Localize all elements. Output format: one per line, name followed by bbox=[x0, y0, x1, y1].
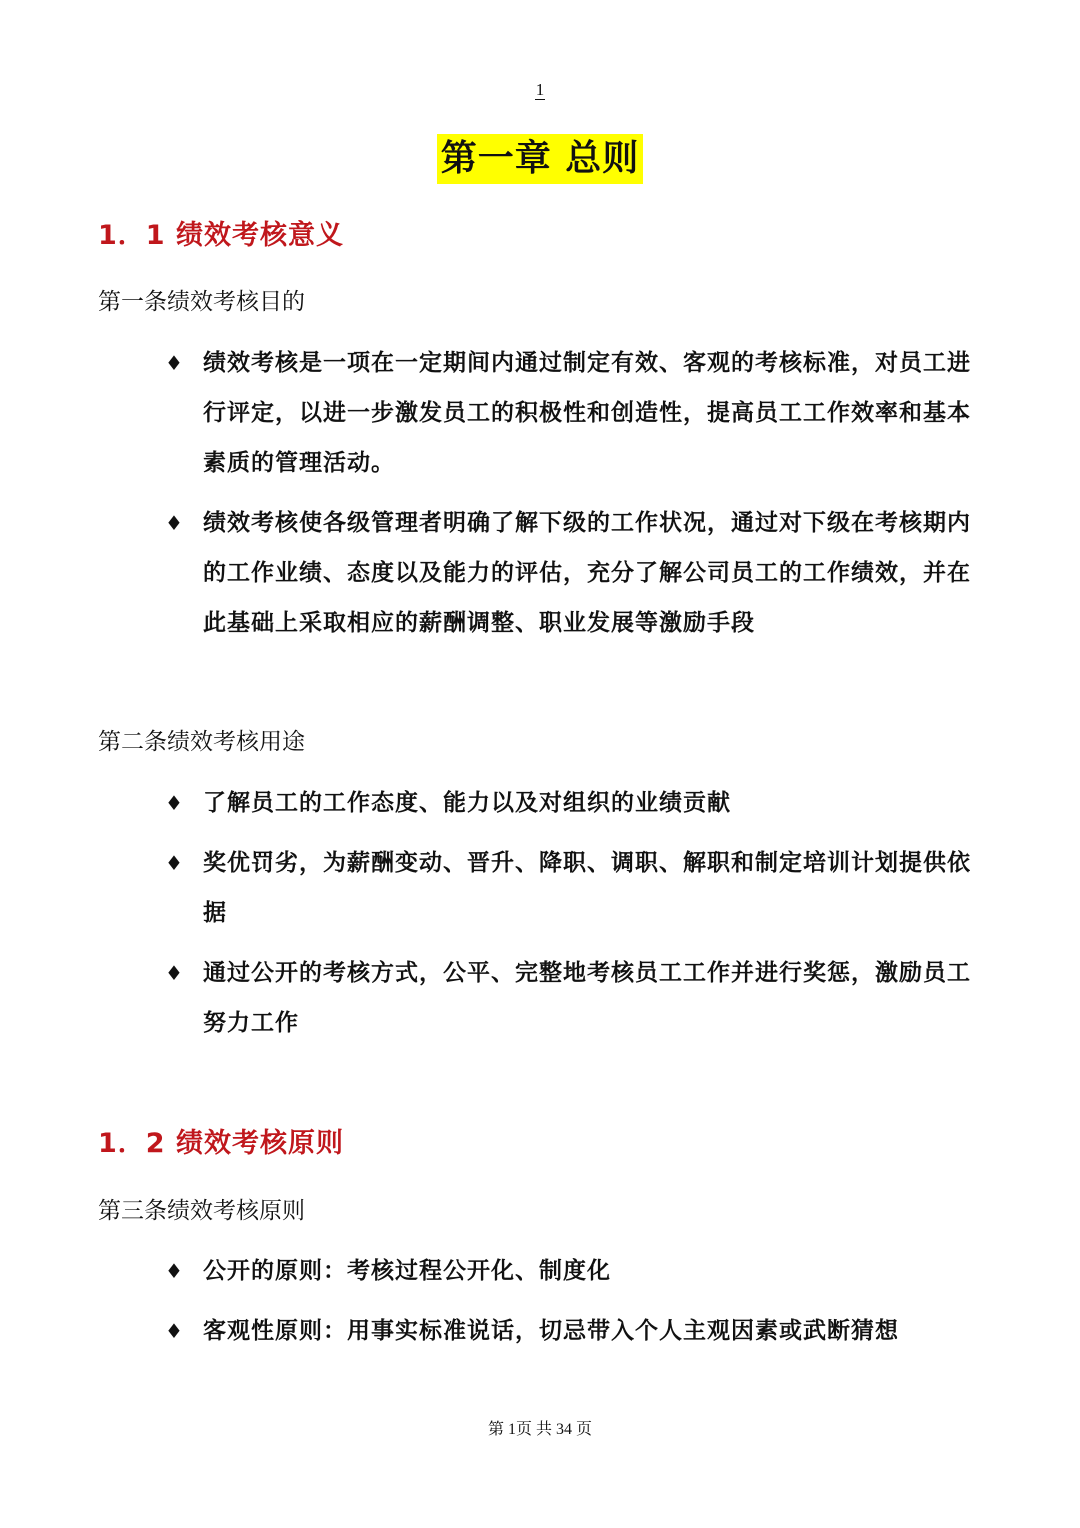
chapter-heading bbox=[0, 134, 1080, 184]
list-item-text: 绩效考核使各级管理者明确了解下级的工作状况，通过对下级在考核期内的工作业绩、态度以及能力的评估，充分了解公司员工的工作绩效，并在此基础上采取相应的薪酬调整、职业发展等激励手段 bbox=[203, 510, 971, 636]
list-item-text: 客观性原则：用事实标准说话，切忌带入个人主观因素或武断猜想 bbox=[203, 1318, 899, 1344]
list-item-text: 通过公开的考核方式，公平、完整地考核员工工作并进行奖惩，激励员工努力工作 bbox=[203, 960, 971, 1036]
article-title: 第一条绩效考核目的 bbox=[98, 289, 305, 315]
diamond-bullet-icon: ♦ bbox=[165, 1319, 183, 1343]
diamond-bullet-icon: ♦ bbox=[165, 351, 183, 375]
list-item-text: 奖优罚劣，为薪酬变动、晋升、降职、调职、解职和制定培训计划提供依据 bbox=[203, 850, 971, 926]
diamond-bullet-icon: ♦ bbox=[165, 851, 183, 875]
diamond-bullet-icon: ♦ bbox=[165, 961, 183, 985]
diamond-bullet-icon: ♦ bbox=[165, 791, 183, 815]
list-item-text: 公开的原则：考核过程公开化、制度化 bbox=[203, 1258, 611, 1284]
list-item bbox=[165, 1306, 985, 1356]
list-item bbox=[165, 338, 985, 488]
diamond-bullet-icon: ♦ bbox=[165, 511, 183, 535]
list-item bbox=[165, 838, 985, 938]
list-item-text: 绩效考核是一项在一定期间内通过制定有效、客观的考核标准，对员工进行评定，以进一步激发员工的积极性和创造性，提高员工工作效率和基本素质的管理活动。 bbox=[203, 350, 971, 476]
chapter-title: 第一章 总则 bbox=[437, 134, 644, 184]
diamond-bullet-icon: ♦ bbox=[165, 1259, 183, 1283]
article-title: 第二条绩效考核用途 bbox=[98, 729, 305, 755]
list-item bbox=[165, 948, 985, 1048]
list-item bbox=[165, 1246, 985, 1296]
section-heading: 1．1 绩效考核意义 bbox=[98, 220, 344, 251]
list-item bbox=[165, 778, 985, 828]
page-number: 1 bbox=[535, 80, 545, 99]
list-item bbox=[165, 498, 985, 648]
article-title: 第三条绩效考核原则 bbox=[98, 1198, 305, 1224]
section-heading: 1．2 绩效考核原则 bbox=[98, 1128, 344, 1159]
page-footer: 第 1页 共 34 页 bbox=[487, 1421, 592, 1438]
page-number-header bbox=[0, 80, 1080, 100]
list-item-text: 了解员工的工作态度、能力以及对组织的业绩贡献 bbox=[203, 790, 731, 816]
